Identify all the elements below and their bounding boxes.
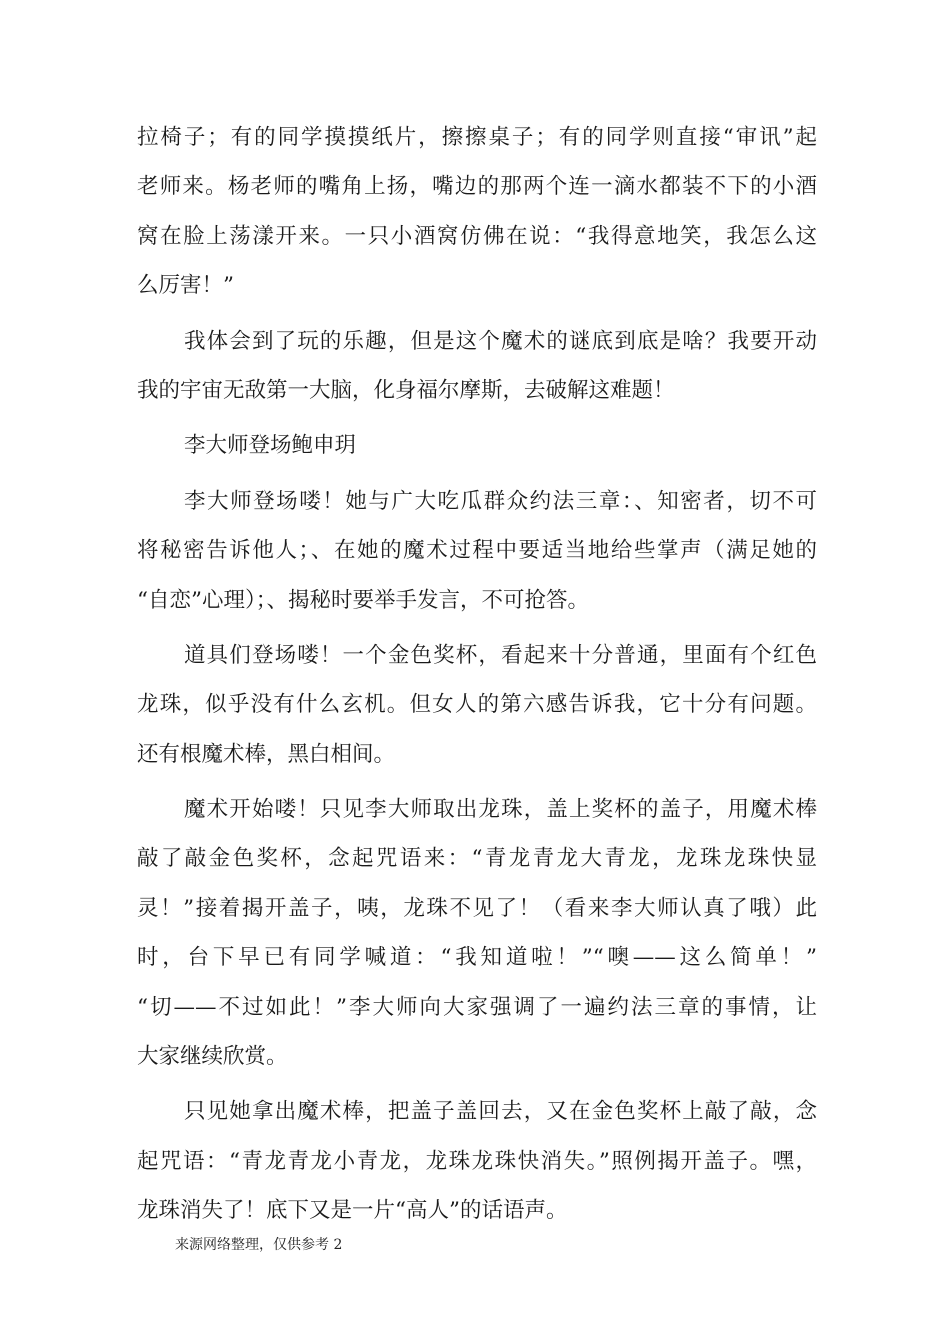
text-line: “切——不过如此！”李大师向大家强调了一遍约法三章的事情，让 bbox=[137, 994, 817, 1020]
paragraph-5 bbox=[137, 785, 817, 1081]
text-line: “自恋”心理）；、揭秘时要举手发言，不可抢答。 bbox=[137, 587, 589, 613]
text-line: 窝在脸上荡漾开来。一只小酒窝仿佛在说：“我得意地笑，我怎么这 bbox=[137, 223, 817, 249]
paragraph-2 bbox=[137, 317, 817, 416]
heading-line: 李大师登场鲍申玥 bbox=[184, 433, 357, 459]
text-line: 李大师登场喽！她与广大吃瓜群众约法三章：、知密者，切不可 bbox=[184, 488, 817, 514]
text-line: 么厉害！” bbox=[137, 273, 234, 299]
page-footer: 来源网络整理，仅供参考 2 bbox=[175, 1237, 343, 1253]
text-line: 拉椅子；有的同学摸摸纸片，擦擦桌子；有的同学则直接“审讯”起 bbox=[137, 125, 817, 150]
paragraph-4 bbox=[137, 631, 817, 779]
text-line: 老师来。杨老师的嘴角上扬，嘴边的那两个连一滴水都装不下的小酒 bbox=[137, 174, 817, 200]
text-line: 魔术开始喽！只见李大师取出龙珠，盖上奖杯的盖子，用魔术棒 bbox=[184, 797, 817, 823]
text-line: 我的宇宙无敌第一大脑，化身福尔摩斯，去破解这难题！ bbox=[137, 377, 675, 403]
text-line: 将秘密告诉他人；、在她的魔术过程中要适当地给些掌声（满足她的 bbox=[137, 538, 817, 564]
text-line: 我体会到了玩的乐趣，但是这个魔术的谜底到底是啥？我要开动 bbox=[184, 328, 817, 354]
text-line: 龙珠，似乎没有什么玄机。但女人的第六感告诉我，它十分有问题。 bbox=[137, 692, 817, 718]
text-line: 大家继续欣赏。 bbox=[137, 1044, 288, 1070]
text-line: 道具们登场喽！一个金色奖杯，看起来十分普通，里面有个红色 bbox=[184, 642, 817, 668]
document-body bbox=[137, 113, 817, 1242]
text-line: 龙珠消失了！底下又是一片“高人”的话语声。 bbox=[137, 1198, 568, 1224]
paragraph-1 bbox=[137, 113, 817, 311]
text-line: 起咒语：“青龙青龙小青龙，龙珠龙珠快消失。”照例揭开盖子。嘿， bbox=[137, 1148, 817, 1174]
text-line: 敲了敲金色奖杯，念起咒语来：“青龙青龙大青龙，龙珠龙珠快显 bbox=[137, 846, 817, 872]
section-heading bbox=[137, 421, 817, 470]
text-line: 时，台下早已有同学喊道：“我知道啦！”“噢——这么简单！” bbox=[137, 945, 817, 971]
paragraph-6 bbox=[137, 1087, 817, 1235]
text-line: 只见她拿出魔术棒，把盖子盖回去，又在金色奖杯上敲了敲，念 bbox=[184, 1099, 817, 1125]
text-line: 还有根魔术棒，黑白相间。 bbox=[137, 741, 396, 767]
text-line: 灵！”接着揭开盖子，咦，龙珠不见了！（看来李大师认真了哦）此 bbox=[137, 895, 817, 921]
paragraph-3 bbox=[137, 477, 817, 625]
